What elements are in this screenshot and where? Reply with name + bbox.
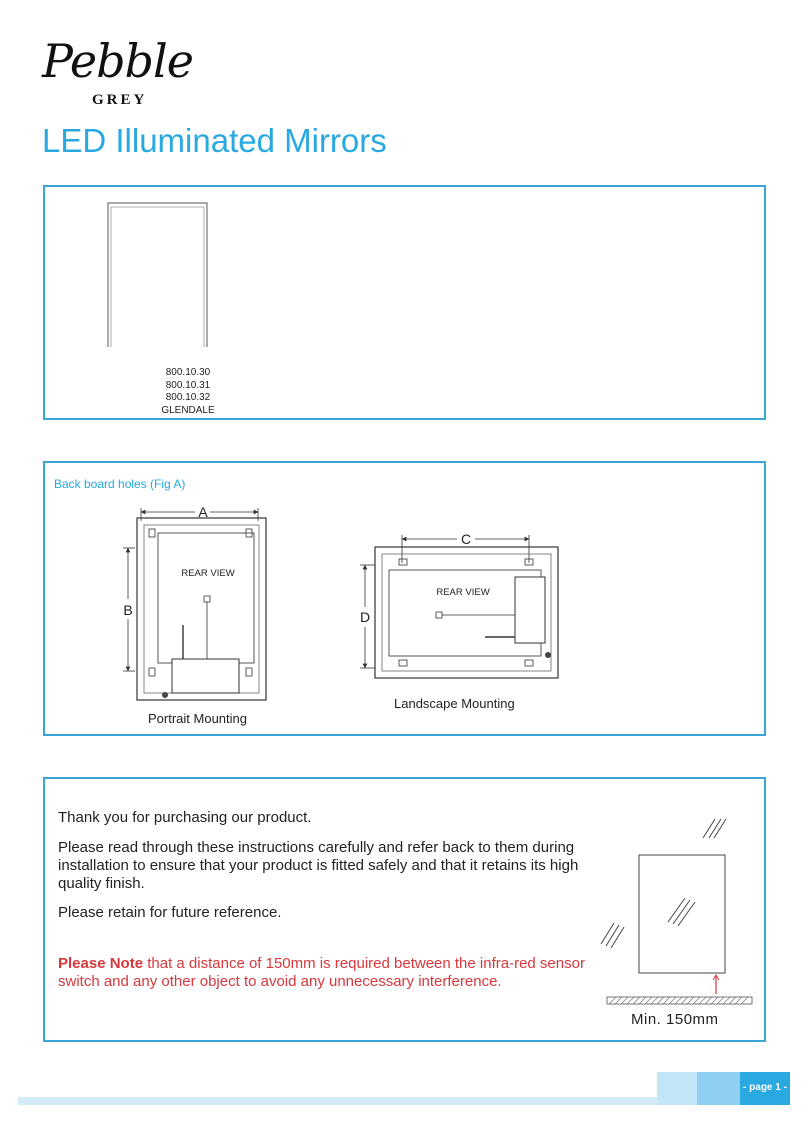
mirror-frame-inner [111, 207, 204, 347]
dim-c-label: C [460, 531, 472, 547]
portrait-rear-view: REAR VIEW [181, 568, 235, 579]
page-title: LED Illuminated Mirrors [42, 122, 387, 159]
dim-d-label: D [359, 609, 371, 625]
clearance-diagram [590, 794, 790, 1019]
brand-subname: GREY [92, 92, 148, 108]
read-instructions-text: Please read through these instructions carefully and refer back to them during installation to ensure that your product is fitted safely and that it retains its high quality finish. [58, 839, 579, 892]
footer-block [697, 1072, 740, 1105]
landscape-rear-view: REAR VIEW [436, 587, 490, 598]
brand-logo [40, 22, 200, 114]
retain-text: Please retain for future reference. [58, 904, 282, 921]
product-name: GLENDALE [161, 404, 215, 416]
min-distance-label: Min. 150mm [631, 1011, 719, 1028]
product-code: 800.10.32 [165, 392, 211, 403]
product-panel [43, 185, 766, 420]
mirror-frame-outer [108, 203, 207, 347]
landscape-diagram [345, 527, 575, 687]
product-codes [133, 367, 243, 417]
product-code: 800.10.31 [165, 379, 211, 391]
portrait-diagram [115, 503, 315, 703]
brand-name: Pebble [42, 34, 193, 88]
holes-section-title: Back board holes (Fig A) [54, 477, 186, 491]
dim-a-label: A [198, 504, 208, 520]
holes-panel [43, 461, 766, 736]
thanks-text: Thank you for purchasing our product. [58, 809, 312, 826]
dim-b-label: B [123, 602, 133, 618]
note-body: that a distance of 150mm is required between the infra-red sensor switch and any other object to avoid any unnecessary interference. [58, 955, 585, 990]
mirror-illustration [45, 187, 764, 347]
product-code: 800.10.30 [165, 367, 211, 378]
intro-panel [43, 777, 766, 1042]
note-text [58, 955, 588, 991]
portrait-mounting-label: Portrait Mounting [148, 711, 247, 726]
note-label: Please Note [58, 955, 144, 972]
footer-block [657, 1072, 697, 1105]
landscape-mounting-label: Landscape Mounting [394, 696, 515, 711]
page-number: - page 1 - [743, 1082, 787, 1093]
